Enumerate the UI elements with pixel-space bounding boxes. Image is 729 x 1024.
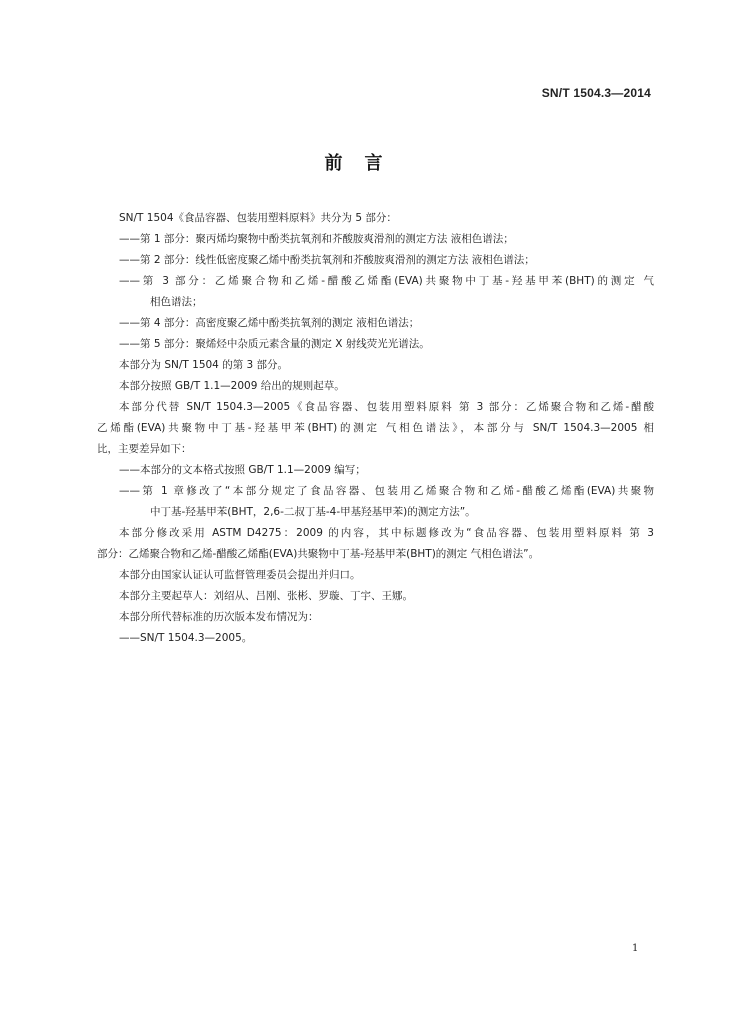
body-line-7: ——第 5 部分：聚烯烃中杂质元素含量的测定 X 射线荧光光谱法。 [119, 338, 430, 350]
body-line-18: 本部分由国家认证认可监督管理委员会提出并归口。 [119, 569, 361, 581]
body-line-10: 本部分代替 SN/T 1504.3—2005《食品容器、包装用塑料原料 第 3 部分：乙烯聚合物和乙烯-醋酸 [119, 401, 654, 413]
body-line-1: SN/T 1504《食品容器、包装用塑料原料》共分为 5 部分： [119, 212, 397, 224]
body-line-15: 中丁基-羟基甲苯(BHT，2,6-二叔丁基-4-甲基羟基甲苯)的测定方法”。 [150, 506, 476, 518]
standard-code: SN/T 1504.3—2014 [541, 86, 651, 100]
body-line-19: 本部分主要起草人：刘绍从、吕刚、张彬、罗璇、丁宇、王娜。 [119, 590, 413, 602]
body-line-14: ——第 1 章修改了“本部分规定了食品容器、包装用乙烯聚合物和乙烯-醋酸乙烯酯(EVA)共聚物 [119, 485, 654, 497]
body-line-3: ——第 2 部分：线性低密度聚乙烯中酚类抗氧剂和芥酸胺爽滑剂的测定方法 液相色谱法； [119, 254, 535, 266]
body-line-16: 本部分修改采用 ASTM D4275：2009 的内容，其中标题修改为“食品容器、包装用塑料原料 第 3 [119, 527, 654, 539]
body-line-8: 本部分为 SN/T 1504 的第 3 部分。 [119, 359, 289, 371]
page-number: 1 [632, 943, 639, 954]
body-line-20: 本部分所代替标准的历次版本发布情况为： [119, 611, 319, 623]
page-title: 前言 [324, 153, 405, 174]
body-line-11: 乙烯酯(EVA)共聚物中丁基-羟基甲苯(BHT)的测定 气相色谱法》，本部分与 SN/T 1504.3—2005 相 [97, 422, 654, 434]
body-line-21: ——SN/T 1504.3—2005。 [119, 632, 253, 644]
body-line-2: ——第 1 部分：聚丙烯均聚物中酚类抗氧剂和芥酸胺爽滑剂的测定方法 液相色谱法； [119, 233, 514, 245]
body-line-5: 相色谱法； [150, 296, 203, 308]
body-line-6: ——第 4 部分：高密度聚乙烯中酚类抗氧剂的测定 液相色谱法； [119, 317, 420, 329]
body-line-12: 比，主要差异如下： [97, 443, 192, 455]
body-line-9: 本部分按照 GB/T 1.1—2009 给出的规则起草。 [119, 380, 345, 392]
body-line-4: ——第 3 部分：乙烯聚合物和乙烯-醋酸乙烯酯(EVA)共聚物中丁基-羟基甲苯(BHT)的测定 气 [119, 275, 654, 287]
body-line-17: 部分：乙烯聚合物和乙烯-醋酸乙烯酯(EVA)共聚物中丁基-羟基甲苯(BHT)的测定 气相色谱法”。 [97, 548, 540, 560]
body-line-13: ——本部分的文本格式按照 GB/T 1.1—2009 编写； [119, 464, 366, 476]
